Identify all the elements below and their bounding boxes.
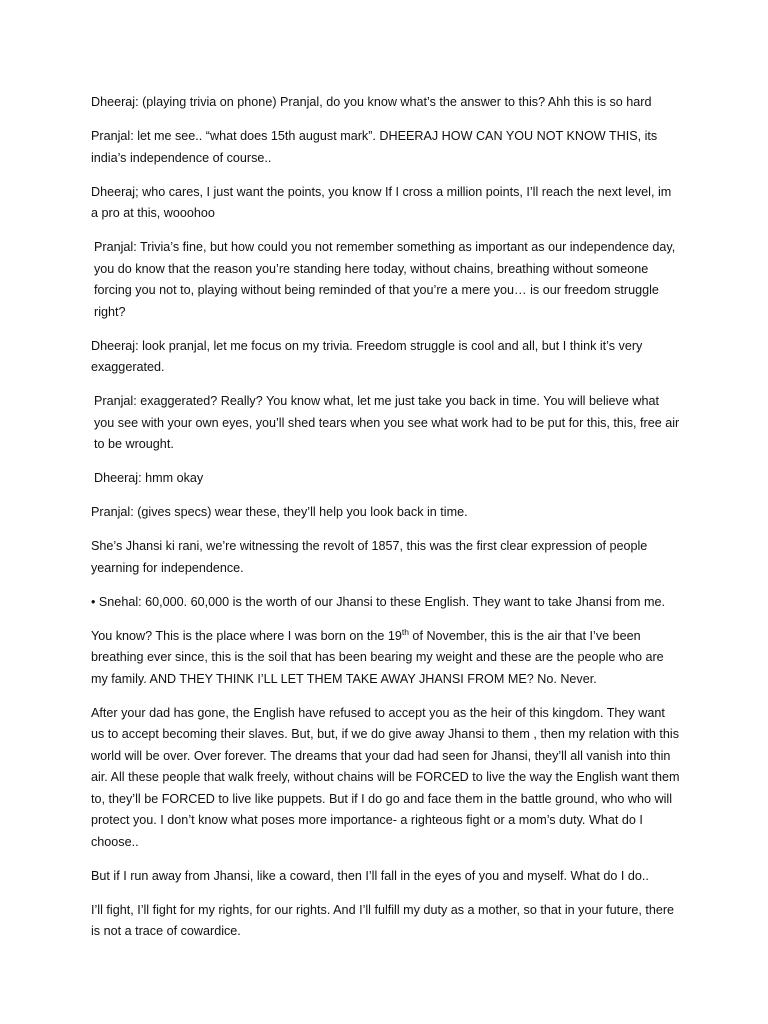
paragraph: After your dad has gone, the English have refused to accept you as the heir of this kingdom. They want us to accept becoming their slaves. But, but, if we do give away Jhansi to them , then my relation with this world will be over. Over forever. The dreams that your dad had seen for Jhansi, they’ll all vanish into thin air. All these people that walk freely, without chains will be FORCED to live the way the English want them to, they’ll be FORCED to live like puppets. But if I do go and face them in the battle ground, who who will protect you. I don’t know what poses more importance- a righteous fight or a mom’s duty. What do I choose.. [91, 705, 680, 849]
paragraph: I’ll fight, I’ll fight for my rights, for our rights. And I’ll fulfill my duty as a mother, so that in your future, there is not a trace of cowardice. [91, 902, 675, 938]
paragraph: But if I run away from Jhansi, like a coward, then I’ll fall in the eyes of you and myself. What do I do.. [91, 868, 649, 883]
paragraph: She’s Jhansi ki rani, we’re witnessing the revolt of 1857, this was the first clear expression of people yearning for independence. [91, 539, 648, 575]
paragraph: Pranjal: let me see.. “what does 15th august mark”. DHEERAJ HOW CAN YOU NOT KNOW THIS, its india’s independence of course.. [91, 129, 658, 165]
paragraph: Dheeraj; who cares, I just want the points, you know If I cross a million points, I’ll reach the next level, im a pro at this, wooohoo [91, 184, 672, 220]
paragraph: Pranjal: Trivia’s fine, but how could you not remember something as important as our independence day, you do know that the reason you’re standing here today, without chains, breathing without someone forcing you not to, playing without being reminded of that you’re a mere you… is our freedom struggle right? [94, 240, 676, 319]
document-body [91, 92, 681, 955]
bulleted-paragraph: • Snehal: 60,000. 60,000 is the worth of our Jhansi to these English. They want to take Jhansi from me. [91, 594, 666, 609]
paragraph: Dheeraj: look pranjal, let me focus on my trivia. Freedom struggle is cool and all, but I think it’s very exaggerated. [91, 338, 643, 374]
ordinal-superscript: th [401, 626, 409, 637]
paragraph: Dheeraj: hmm okay [94, 471, 204, 485]
paragraph: Pranjal: exaggerated? Really? You know what, let me just take you back in time. You will believe what you see with your own eyes, you’ll shed tears when you see what work had to be put for this, this, free air to be wrought. [94, 394, 680, 451]
paragraph: Pranjal: (gives specs) wear these, they’ll help you look back in time. [91, 505, 468, 519]
paragraph: Dheeraj: (playing trivia on phone) Pranjal, do you know what’s the answer to this? Ahh this is so hard [91, 95, 652, 109]
birth-paragraph-end: of November, this is the air that I’ve been breathing ever since, this is the soil that has been bearing my weight and these are the people who are my family. AND THEY THINK I’LL LET THEM TAKE AWAY JHANSI FROM ME? No. Never. [91, 628, 664, 686]
birth-paragraph [91, 626, 681, 691]
birth-paragraph-start: You know? This is the place where I was born on the 19 [91, 628, 402, 643]
